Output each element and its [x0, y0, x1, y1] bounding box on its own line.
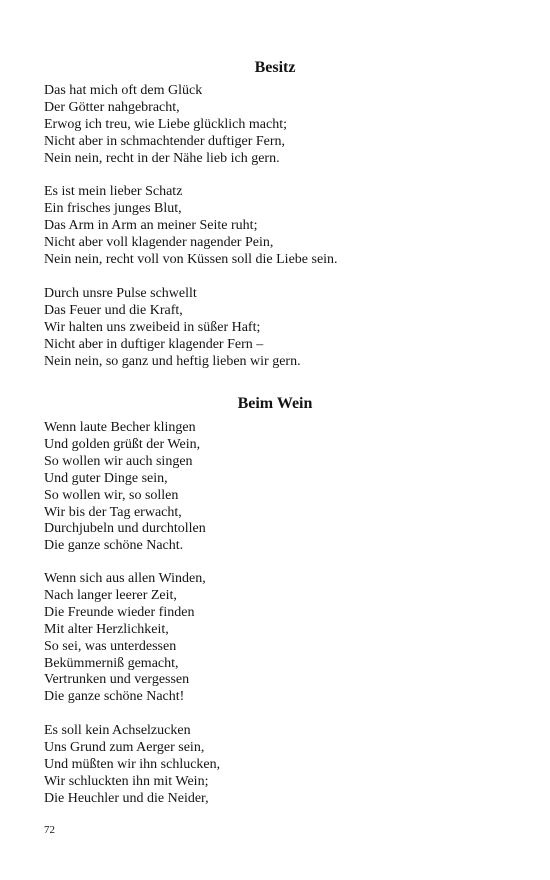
verse-line: So wollen wir, so sollen [44, 487, 179, 503]
verse-line: Nicht aber voll klagender nagender Pein, [44, 234, 274, 250]
verse-line: Mit alter Herzlichkeit, [44, 621, 169, 637]
verse-line: Nicht aber in schmachtender duftiger Fern, [44, 133, 286, 149]
stanza-besitz-3 [44, 286, 514, 371]
poem-title-beim-wein: Beim Wein [237, 395, 313, 412]
verse-line: Erwog ich treu, wie Liebe glücklich macht; [44, 116, 287, 132]
verse-line: Wir halten uns zweibeid in süßer Haft; [44, 319, 261, 335]
stanza-beim-wein-2 [44, 571, 514, 706]
verse-line: Wenn laute Becher klingen [44, 420, 196, 435]
verse-line: So sei, was unterdessen [44, 638, 177, 654]
verse-line: Nein nein, recht in der Nähe lieb ich gern. [44, 150, 280, 166]
verse-line: Die Freunde wieder finden [44, 604, 195, 620]
verse-line: Bekümmerniß gemacht, [44, 655, 179, 671]
verse-line: Nein nein, so ganz und heftig lieben wir gern. [44, 353, 301, 369]
verse-line: Uns Grund zum Aerger sein, [44, 739, 205, 755]
verse-line: Nein nein, recht voll von Küssen soll die Liebe sein. [44, 251, 338, 267]
verse-line: Wenn sich aus allen Winden, [44, 571, 206, 586]
page-number: 72 [44, 824, 55, 836]
verse-line: Durch unsre Pulse schwellt [44, 286, 197, 301]
stanza-beim-wein-3 [44, 723, 514, 808]
verse-line: Und guter Dinge sein, [44, 470, 168, 486]
verse-line: Und müßten wir ihn schlucken, [44, 756, 221, 772]
verse-line: Wir bis der Tag erwacht, [44, 504, 182, 520]
verse-line: Nach langer leerer Zeit, [44, 587, 177, 603]
poem-title-besitz: Besitz [254, 59, 296, 76]
verse-line: Vertrunken und vergessen [44, 672, 190, 688]
verse-line: Nicht aber in duftiger klagender Fern – [44, 336, 264, 352]
verse-line: Durchjubeln und durchtollen [44, 521, 206, 537]
verse-line: So wollen wir auch singen [44, 453, 193, 469]
stanza-besitz-1 [44, 83, 514, 168]
verse-line: Es soll kein Achselzucken [44, 723, 191, 738]
verse-line: Die ganze schöne Nacht! [44, 689, 185, 705]
verse-line: Das Arm in Arm an meiner Seite ruht; [44, 217, 258, 233]
verse-line: Die ganze schöne Nacht. [44, 538, 184, 554]
verse-line: Ein frisches junges Blut, [44, 200, 182, 216]
verse-line: Das Feuer und die Kraft, [44, 302, 183, 318]
verse-line: Es ist mein lieber Schatz [44, 184, 183, 199]
verse-line: Das hat mich oft dem Glück [44, 83, 203, 98]
verse-line: Und golden grüßt der Wein, [44, 436, 201, 452]
verse-line: Wir schluckten ihn mit Wein; [44, 773, 209, 789]
stanza-beim-wein-1 [44, 420, 514, 555]
stanza-besitz-2 [44, 184, 514, 269]
verse-line: Die Heuchler und die Neider, [44, 790, 209, 806]
verse-line: Der Götter nahgebracht, [44, 99, 180, 115]
